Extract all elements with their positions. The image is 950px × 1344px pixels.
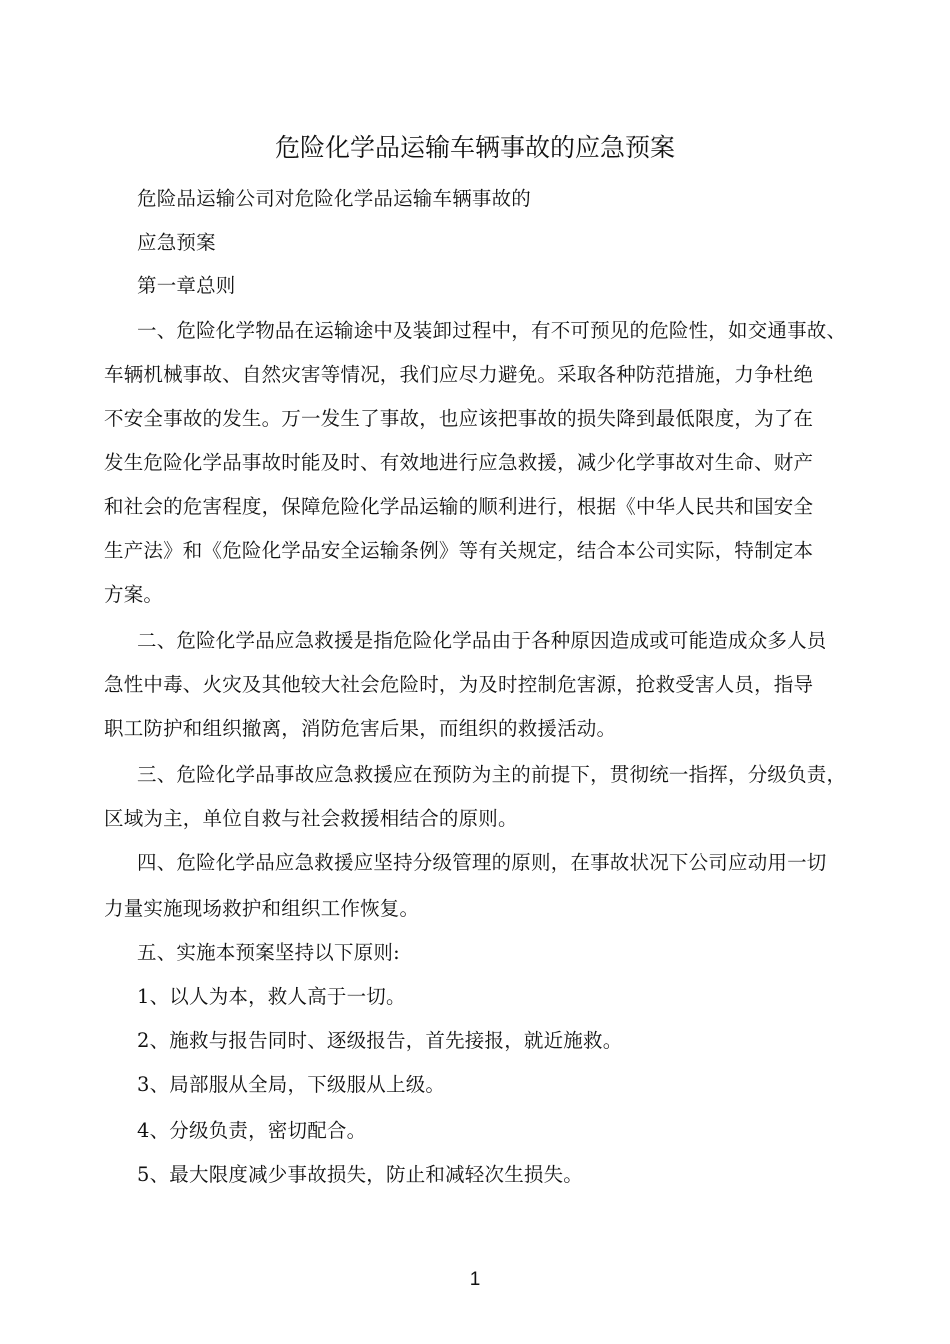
text-line: 危险品运输公司对危险化学品运输车辆事故的 (137, 187, 532, 210)
text-line: 车辆机械事故、自然灾害等情况，我们应尽力避免。采取各种防范措施，力争杜绝 (104, 363, 814, 386)
list-item: 2、施救与报告同时、逐级报告，首先接报，就近施救。 (137, 1029, 623, 1052)
text-line: 应急预案 (137, 231, 216, 254)
text-line: 区域为主，单位自救与社会救援相结合的原则。 (104, 807, 518, 830)
list-item: 5、最大限度减少事故损失，防止和减轻次生损失。 (137, 1163, 584, 1186)
text-line: 发生危险化学品事故时能及时、有效地进行应急救援，减少化学事故对生命、财产 (104, 451, 814, 474)
document-title: 危险化学品运输车辆事故的应急预案 (274, 133, 675, 162)
text-line: 力量实施现场救护和组织工作恢复。 (104, 897, 420, 920)
list-item: 1、以人为本，救人高于一切。 (137, 985, 406, 1008)
text-line: 急性中毒、火灾及其他较大社会危险时，为及时控制危害源，抢救受害人员，指导 (104, 673, 814, 696)
text-line: 四、危险化学品应急救援应坚持分级管理的原则，在事故状况下公司应动用一切 (137, 851, 827, 874)
text-line: 职工防护和组织撤离，消防危害后果，而组织的救援活动。 (104, 717, 617, 740)
text-line: 生产法》和《危险化学品安全运输条例》等有关规定，结合本公司实际，特制定本 (104, 539, 814, 562)
text-line: 五、实施本预案坚持以下原则: (137, 941, 400, 964)
list-item: 4、分级负责，密切配合。 (137, 1119, 367, 1142)
section-heading: 第一章总则 (137, 274, 236, 297)
page-number: 1 (469, 1269, 481, 1290)
text-line: 和社会的危害程度，保障危险化学品运输的顺利进行，根据《中华人民共和国安全 (104, 495, 814, 518)
text-line: 方案。 (104, 583, 164, 606)
text-line: 三、危险化学品事故应急救援应在预防为主的前提下，贯彻统一指挥，分级负责， (137, 763, 847, 786)
text-line: 不安全事故的发生。万一发生了事故，也应该把事故的损失降到最低限度，为了在 (104, 407, 814, 430)
list-item: 3、局部服从全局，下级服从上级。 (137, 1073, 446, 1096)
text-line: 一、危险化学物品在运输途中及装卸过程中，有不可预见的危险性，如交通事故、 (137, 319, 847, 342)
text-line: 二、危险化学品应急救援是指危险化学品由于各种原因造成或可能造成众多人员 (137, 629, 827, 652)
